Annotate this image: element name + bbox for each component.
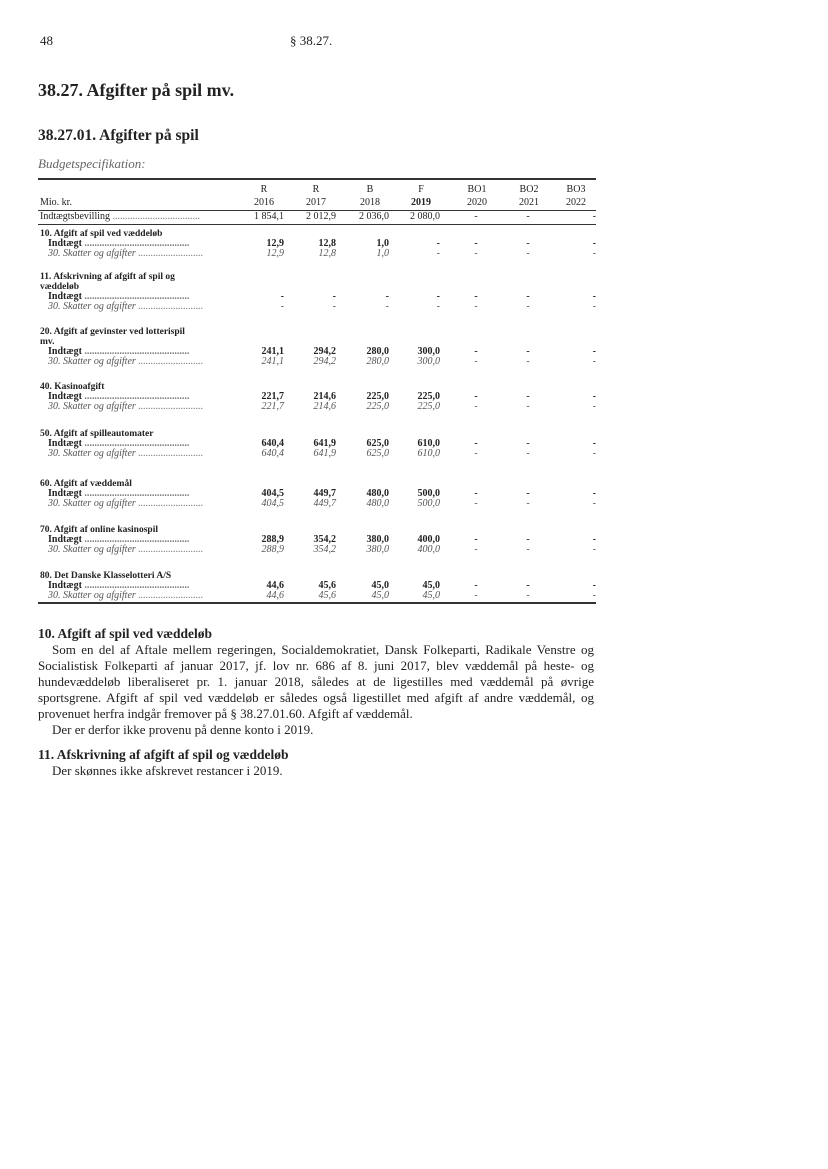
income-value: - [592,291,596,302]
tax-value: 380,0 [366,544,389,555]
account-title: 38.27.01. Afgifter på spil [38,127,199,144]
leader-dots: .......................................... [81,391,190,402]
tax-value: - [280,301,284,312]
tax-label: 30. Skatter og afgifter [48,248,136,259]
tax-value: - [474,590,478,601]
tax-value: - [526,401,530,412]
note-11 [38,747,594,779]
tax-label: 30. Skatter og afgifter [48,401,136,412]
tax-value: - [474,301,478,312]
tax-value: - [436,301,440,312]
tax-row [38,590,596,602]
income-value: 12,8 [318,238,336,249]
tax-value: - [592,590,596,601]
tax-value: 280,0 [366,356,389,367]
leader-dots: .......................... [135,401,204,412]
tax-value: 44,6 [266,590,284,601]
appropriation-value: 2 036,0 [359,211,389,222]
tax-label-wrap [48,590,203,602]
col-type-bo1: BO1 [467,184,487,195]
tax-row [38,544,596,556]
tax-value: 225,0 [417,401,440,412]
col-type-r2017: R [312,184,320,195]
tax-row [38,356,596,368]
appropriation-label: Indtægtsbevilling ................................... [40,211,200,222]
tax-value: - [474,356,478,367]
section-reference: § 38.27. [290,33,333,48]
leader-dots: .......................................... [81,291,190,302]
tax-row [38,248,596,260]
tax-value: 400,0 [417,544,440,555]
income-value: 640,4 [261,438,284,449]
income-label: Indtægt [48,488,82,499]
group-title: 20. Afgift af gevinster ved lotterispil [40,327,185,337]
tax-value: - [526,498,530,509]
income-value: - [526,291,530,302]
tax-value: 294,2 [313,356,336,367]
leader-dots: .......................... [135,301,204,312]
income-value: 380,0 [366,534,389,545]
tax-value: 288,9 [261,544,284,555]
income-value: 449,7 [313,488,336,499]
income-value: 610,0 [417,438,440,449]
unit-label: Mio. kr. [40,197,72,208]
col-type-bo2: BO2 [519,184,539,195]
income-value: 280,0 [366,346,389,357]
tax-value: - [592,401,596,412]
col-year-2021: 2021 [519,197,539,208]
tax-value: 404,5 [261,498,284,509]
tax-value: - [592,356,596,367]
income-value: 300,0 [417,346,440,357]
tax-value: - [474,401,478,412]
income-value: - [332,291,336,302]
income-value: 225,0 [366,391,389,402]
income-label: Indtægt [48,291,82,302]
income-value: - [592,391,596,402]
income-value: - [592,488,596,499]
tax-row [38,448,596,460]
table-bottom-rule [38,602,596,604]
col-year-2022: 2022 [566,197,586,208]
group-title: 11. Afskrivning af afgift af spil og [40,272,175,282]
header-row-year [38,197,596,209]
table-top-rule [38,178,596,180]
tax-row [38,401,596,413]
tax-value: 500,0 [417,498,440,509]
income-value: - [526,238,530,249]
income-value: - [526,580,530,591]
tax-value: 221,7 [261,401,284,412]
tax-value: - [436,248,440,259]
tax-value: 225,0 [366,401,389,412]
tax-label-wrap [48,448,203,460]
tax-label-wrap [48,248,203,260]
tax-value: 45,0 [371,590,389,601]
income-value: - [280,291,284,302]
appropriation-bottom-rule [38,224,596,225]
income-value: 241,1 [261,346,284,357]
income-value: - [592,346,596,357]
tax-value: - [592,544,596,555]
appropriation-row [38,211,596,223]
col-year-2016: 2016 [254,197,274,208]
tax-value: 610,0 [417,448,440,459]
income-value: - [474,580,478,591]
income-value: 221,7 [261,391,284,402]
tax-value: - [474,448,478,459]
group-title: 80. Det Danske Klasselotteri A/S [40,571,172,581]
col-year-2020: 2020 [467,197,487,208]
tax-label-wrap [48,544,203,556]
tax-label-wrap [48,301,203,313]
income-value: 45,0 [371,580,389,591]
income-value: 354,2 [313,534,336,545]
appropriation-value: - [592,211,596,222]
tax-value: - [526,448,530,459]
tax-value: 45,6 [318,590,336,601]
income-value: - [385,291,389,302]
tax-value: 641,9 [313,448,336,459]
appropriation-value: 1 854,1 [254,211,284,222]
income-label: Indtægt [48,580,82,591]
chapter-title: 38.27. Afgifter på spil mv. [38,80,235,100]
tax-value: - [474,498,478,509]
income-value: 12,9 [266,238,284,249]
leader-dots: .......................... [135,248,204,259]
tax-label: 30. Skatter og afgifter [48,590,136,601]
leader-dots: .......................................... [81,534,190,545]
income-label: Indtægt [48,238,82,249]
note-paragraph: Der skønnes ikke afskrevet restancer i 2019. [52,763,283,778]
tax-value: - [592,301,596,312]
income-value: - [474,534,478,545]
income-value: 625,0 [366,438,389,449]
group-title-continued: mv. [40,337,55,347]
tax-label: 30. Skatter og afgifter [48,498,136,509]
income-value: - [592,534,596,545]
income-value: - [526,391,530,402]
page-number: 48 [40,33,53,48]
header-row-type [38,184,596,196]
income-value: - [474,488,478,499]
appropriation-value: 2 012,9 [306,211,336,222]
tax-label-wrap [48,401,203,413]
tax-value: 1,0 [376,248,389,259]
tax-value: 625,0 [366,448,389,459]
income-value: 1,0 [376,238,389,249]
leader-dots: .......................... [135,356,204,367]
group-title: 10. Afgift af spil ved væddeløb [40,229,163,239]
tax-value: 241,1 [261,356,284,367]
col-year-2019: 2019 [411,197,431,208]
income-value: - [526,534,530,545]
col-type-r2016: R [260,184,268,195]
group-title: 50. Afgift af spilleautomater [40,429,154,439]
tax-value: 45,0 [422,590,440,601]
income-value: 480,0 [366,488,389,499]
income-value: 44,6 [266,580,284,591]
tax-value: - [592,448,596,459]
tax-label-wrap [48,356,203,368]
income-value: - [474,238,478,249]
tax-value: 300,0 [417,356,440,367]
leader-dots: .......................................... [81,580,190,591]
income-value: - [526,346,530,357]
tax-value: - [526,356,530,367]
tax-value: - [474,544,478,555]
income-label: Indtægt [48,391,82,402]
income-value: 288,9 [261,534,284,545]
income-value: 500,0 [417,488,440,499]
note-heading: 10. Afgift af spil ved væddeløb [38,626,213,641]
income-value: 214,6 [313,391,336,402]
tax-label: 30. Skatter og afgifter [48,301,136,312]
tax-value: - [526,301,530,312]
note-paragraph: Som en del af Aftale mellem regeringen, Socialdemokratiet, Dansk Folkeparti, Radikale Venstre og Socialistisk Folkeparti af januar 2017, jf. lov nr. 686 af 8. juni 2017, blev væddemål på heste- og hundevæddeløb liberaliseret pr. 1. januar 2018, således at de ligestilles med væddemål på øvrige sportsgrene. Afgift af spil ved væddeløb er således også ligestillet med afgift af andre væddemål, og provenuet herfra indgår fremover på § 38.27.01.60. Afgift af væddemål. [38,642,594,721]
tax-label: 30. Skatter og afgifter [48,544,136,555]
leader-dots: .......................................... [81,238,190,249]
income-value: - [474,291,478,302]
income-value: 404,5 [261,488,284,499]
tax-value: - [385,301,389,312]
income-value: 45,0 [422,580,440,591]
income-value: - [592,438,596,449]
income-value: 400,0 [417,534,440,545]
tax-value: - [474,248,478,259]
tax-value: - [592,498,596,509]
tax-value: - [592,248,596,259]
budget-specification-label: Budgetspecifikation: [38,156,146,171]
income-label: Indtægt [48,346,82,357]
tax-label-wrap [48,498,203,510]
tax-value: 480,0 [366,498,389,509]
group-title: 60. Afgift af væddemål [40,479,132,489]
income-value: 641,9 [313,438,336,449]
note-paragraph: Der er derfor ikke provenu på denne konto i 2019. [52,722,314,737]
tax-value: - [526,590,530,601]
col-year-2018: 2018 [360,197,380,208]
income-label: Indtægt [48,438,82,449]
income-value: 225,0 [417,391,440,402]
income-value: - [526,438,530,449]
group-title: 40. Kasinoafgift [40,382,105,392]
col-type-b2018: B [366,184,374,195]
tax-value: 354,2 [313,544,336,555]
tax-row [38,498,596,510]
tax-value: 12,9 [266,248,284,259]
income-value: 294,2 [313,346,336,357]
leader-dots: .......................................... [81,346,190,357]
note-10 [38,626,594,738]
group-title: 70. Afgift af online kasinospil [40,525,158,535]
tax-row [38,301,596,313]
tax-label: 30. Skatter og afgifter [48,356,136,367]
income-value: - [592,580,596,591]
tax-value: 449,7 [313,498,336,509]
appropriation-value: - [474,211,478,222]
note-heading: 11. Afskrivning af afgift af spil og væddeløb [38,747,289,762]
appropriation-value: - [526,211,530,222]
income-value: - [474,391,478,402]
col-year-2017: 2017 [306,197,326,208]
leader-dots: .......................................... [81,488,190,499]
appropriation-value: 2 080,0 [410,211,440,222]
leader-dots: .......................... [135,590,204,601]
tax-value: 12,8 [318,248,336,259]
leader-dots: .......................................... [81,438,190,449]
col-type-f2019: F [418,184,424,195]
tax-value: 214,6 [313,401,336,412]
leader-dots: .......................... [135,544,204,555]
tax-label: 30. Skatter og afgifter [48,448,136,459]
tax-value: 640,4 [261,448,284,459]
income-value: - [474,438,478,449]
income-value: - [436,238,440,249]
income-value: 45,6 [318,580,336,591]
leader-dots: .......................... [135,498,204,509]
tax-value: - [526,544,530,555]
income-value: - [592,238,596,249]
group-title-continued: væddeløb [40,282,80,292]
income-label: Indtægt [48,534,82,545]
income-value: - [474,346,478,357]
tax-value: - [332,301,336,312]
tax-value: - [526,248,530,259]
income-value: - [526,488,530,499]
leader-dots: .......................... [135,448,204,459]
income-value: - [436,291,440,302]
col-type-bo3: BO3 [566,184,586,195]
